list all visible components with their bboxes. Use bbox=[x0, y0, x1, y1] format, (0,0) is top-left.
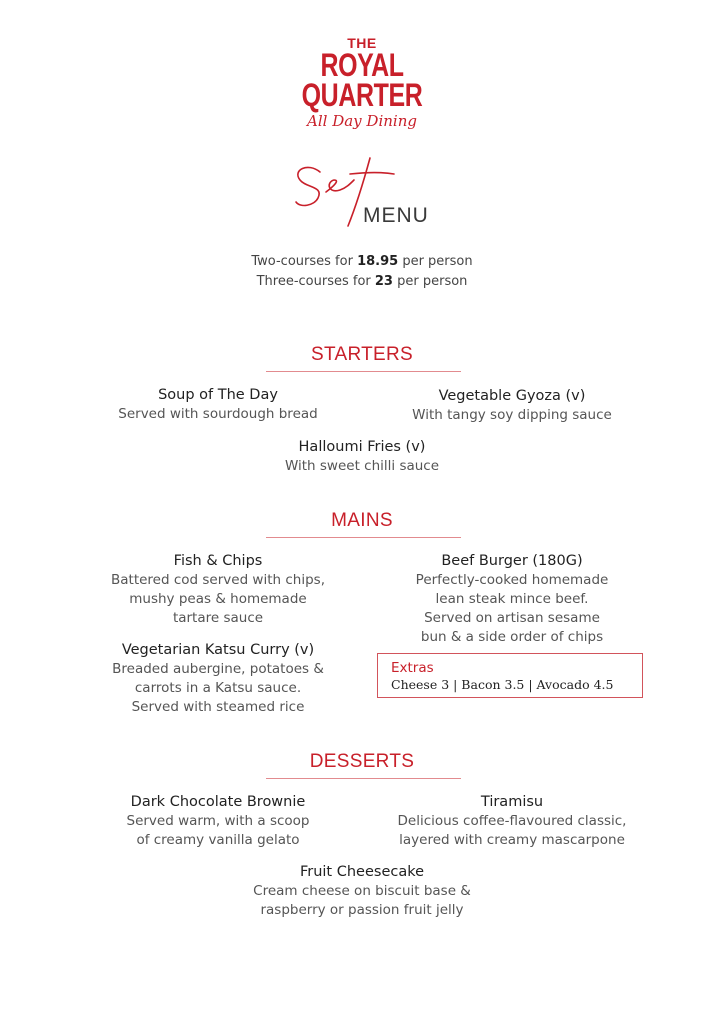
pricing-info bbox=[0, 252, 724, 292]
item-desc-line: mushy peas & homemade bbox=[129, 591, 307, 607]
menu-item-beef-burger bbox=[388, 551, 636, 647]
item-name: Fruit Cheesecake bbox=[299, 864, 425, 880]
logo-the: THE bbox=[347, 35, 377, 51]
starters-title: STARTERS bbox=[311, 344, 413, 365]
item-desc: Served with sourdough bread bbox=[118, 406, 318, 422]
extras-list: Cheese 3 | Bacon 3.5 | Avocado 4.5 bbox=[391, 677, 614, 692]
item-desc: With sweet chilli sauce bbox=[284, 458, 440, 474]
extras-title: Extras bbox=[391, 660, 434, 676]
menu-item-soup bbox=[98, 385, 338, 424]
pricing-three-prefix: Three-courses for bbox=[256, 274, 375, 289]
item-desc-line: Served with steamed rice bbox=[131, 699, 305, 715]
item-desc-line: tartare sauce bbox=[172, 610, 264, 626]
set-script-text: Set bbox=[290, 135, 317, 154]
item-desc-line: layered with creamy mascarpone bbox=[399, 832, 625, 848]
menu-item-gyoza bbox=[388, 386, 636, 425]
item-desc-line: Perfectly-cooked homemade bbox=[415, 572, 609, 588]
pricing-two-courses bbox=[0, 252, 724, 272]
menu-heading: MENU bbox=[363, 204, 429, 227]
pricing-two-prefix: Two-courses for bbox=[251, 254, 358, 269]
item-desc: With tangy soy dipping sauce bbox=[412, 407, 612, 423]
menu-item-halloumi bbox=[0, 437, 724, 476]
menu-item-cheesecake bbox=[0, 862, 724, 920]
starters-divider bbox=[266, 371, 461, 372]
item-desc-line: raspberry or passion fruit jelly bbox=[260, 902, 464, 918]
item-desc-line: carrots in a Katsu sauce. bbox=[134, 680, 302, 696]
pricing-two-suffix: per person bbox=[398, 254, 473, 269]
item-name: Dark Chocolate Brownie bbox=[130, 794, 306, 810]
item-name: Halloumi Fries (v) bbox=[298, 439, 426, 455]
item-desc-line: Cream cheese on biscuit base & bbox=[253, 883, 471, 899]
item-name: Beef Burger (180G) bbox=[441, 553, 583, 569]
item-desc-line: Served on artisan sesame bbox=[424, 610, 600, 626]
pricing-three-courses bbox=[0, 272, 724, 292]
menu-item-fish-chips bbox=[98, 551, 338, 628]
item-desc-line: Breaded aubergine, potatoes & bbox=[112, 661, 324, 677]
item-desc-line: bun & a side order of chips bbox=[420, 629, 604, 645]
item-desc-line: Delicious coffee-flavoured classic, bbox=[397, 813, 627, 829]
logo-quarter: QUARTER bbox=[301, 77, 423, 113]
menu-item-tiramisu bbox=[388, 792, 636, 850]
desserts-title: DESSERTS bbox=[309, 751, 415, 772]
extras-box bbox=[377, 653, 643, 698]
logo-subtitle: All Day Dining bbox=[307, 112, 417, 130]
item-desc-line: of creamy vanilla gelato bbox=[136, 832, 300, 848]
pricing-three-price: 23 bbox=[374, 274, 393, 289]
desserts-divider bbox=[266, 778, 461, 779]
item-name: Vegetable Gyoza (v) bbox=[438, 388, 586, 404]
item-desc-line: Battered cod served with chips, bbox=[111, 572, 325, 588]
item-desc-line: Served warm, with a scoop bbox=[126, 813, 310, 829]
pricing-three-suffix: per person bbox=[392, 274, 468, 289]
pricing-two-price: 18.95 bbox=[357, 254, 399, 269]
item-name: Vegetarian Katsu Curry (v) bbox=[121, 642, 315, 658]
item-desc-line: lean steak mince beef. bbox=[435, 591, 589, 607]
item-name: Fish & Chips bbox=[173, 553, 263, 569]
menu-item-brownie bbox=[98, 792, 338, 850]
menu-item-katsu-curry bbox=[98, 640, 338, 717]
logo-royal: ROYAL bbox=[320, 47, 404, 83]
restaurant-logo bbox=[0, 36, 724, 130]
item-name: Soup of The Day bbox=[158, 387, 278, 403]
mains-title: MAINS bbox=[331, 510, 393, 531]
mains-divider bbox=[266, 537, 461, 538]
item-name: Tiramisu bbox=[480, 794, 544, 810]
